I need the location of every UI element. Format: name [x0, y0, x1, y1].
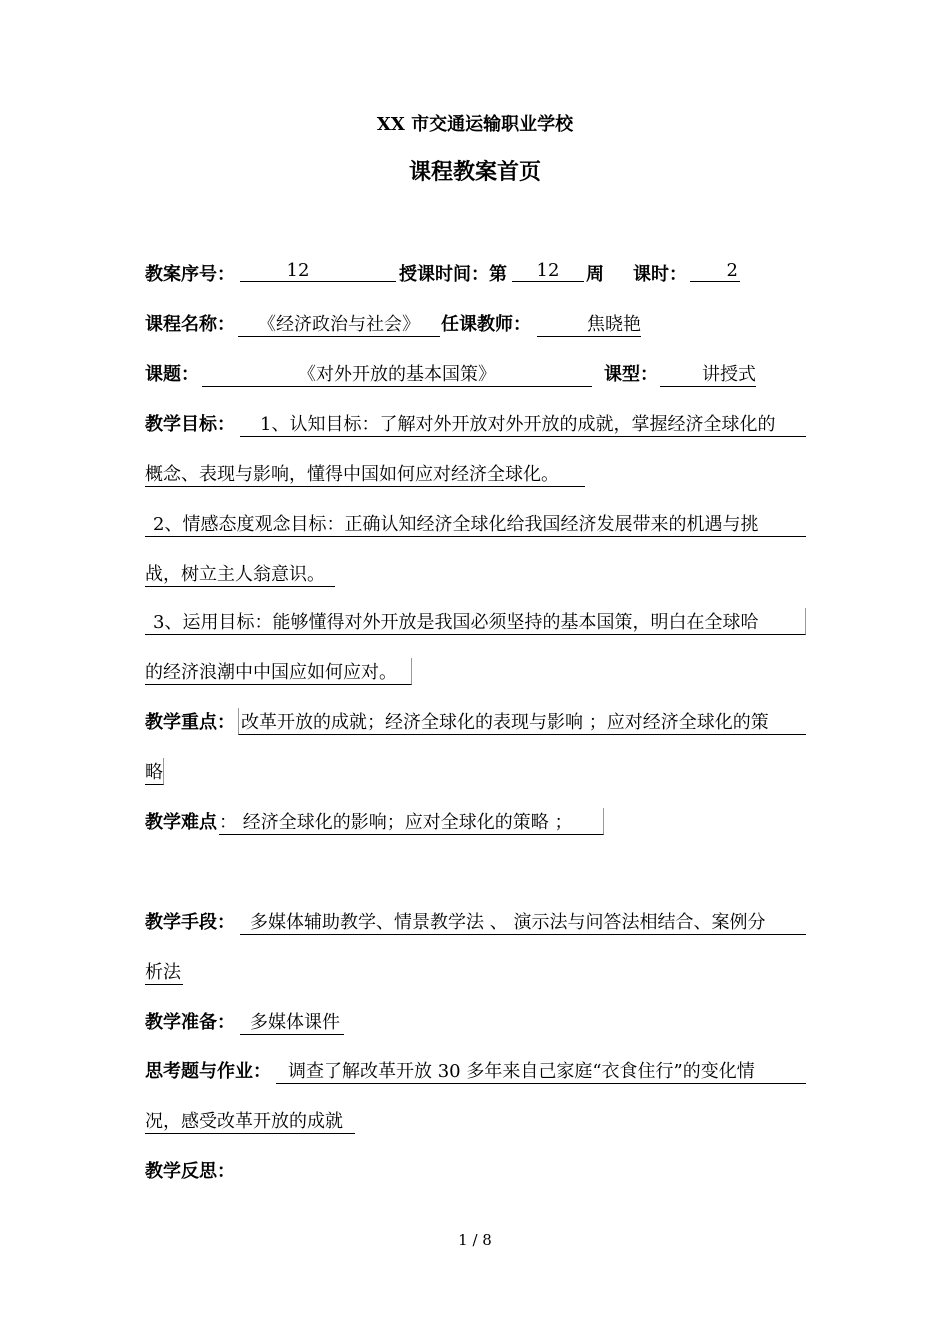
course-label: 课程名称：	[145, 314, 235, 335]
key-points-label: 教学重点：	[145, 712, 235, 733]
difficulties-value: ： 经济全球化的影响；应对全球化的策略 ；	[219, 808, 604, 835]
objectives-label: 教学目标：	[145, 414, 235, 435]
methods-line-2: 析法	[145, 958, 183, 985]
page-number: 1 / 8	[458, 1231, 492, 1249]
teacher-value: 焦晓艳	[537, 310, 641, 337]
week-value: 12	[512, 260, 584, 282]
type-value: 讲授式	[660, 360, 756, 387]
objectives-line-5: 3、运用目标：能够懂得对外开放是我国必须坚持的基本国策，明白在全球哈	[145, 608, 806, 635]
preparation-value: 多媒体课件	[240, 1008, 344, 1035]
topic-value: 《对外开放的基本国策》	[202, 360, 592, 387]
homework-label: 思考题与作业：	[145, 1061, 271, 1082]
course-value: 《经济政治与社会》	[238, 310, 440, 337]
serial-value: 12	[240, 260, 396, 282]
hours-value: 2	[690, 260, 740, 282]
topic-label: 课题：	[145, 364, 199, 385]
methods-line-1: 多媒体辅助教学、情景教学法 、 演示法与问答法相结合、案例分	[240, 908, 806, 935]
objectives-line-6: 的经济浪潮中中国应如何应对。	[145, 658, 412, 685]
hours-label: 课时：	[633, 264, 687, 285]
week-suffix: 周	[586, 264, 604, 285]
objectives-line-1: 1、认知目标：了解对外开放对外开放的成就，掌握经济全球化的	[240, 410, 806, 437]
key-points-line-2: 略	[145, 758, 164, 785]
preparation-label: 教学准备：	[145, 1012, 235, 1033]
school-name: XX 市交通运输职业学校	[376, 114, 574, 135]
type-label: 课型：	[604, 364, 658, 385]
homework-line-1: 调查了解改革开放 30 多年来自己家庭“衣食住行”的变化情	[276, 1057, 806, 1084]
objectives-line-3: 2、情感态度观念目标：正确认知经济全球化给我国经济发展带来的机遇与挑	[145, 510, 806, 537]
time-label: 授课时间：第	[399, 264, 507, 285]
reflection-label: 教学反思：	[145, 1161, 235, 1182]
serial-label: 教案序号：	[145, 264, 235, 285]
key-points-line-1: 改革开放的成就；经济全球化的表现与影响 ；应对经济全球化的策	[238, 708, 806, 735]
homework-line-2: 况，感受改革开放的成就	[145, 1107, 355, 1134]
objectives-line-4: 战，树立主人翁意识。	[145, 560, 335, 587]
page-title: 课程教案首页	[408, 159, 541, 185]
objectives-line-2: 概念、表现与影响，懂得中国如何应对经济全球化。	[145, 460, 585, 487]
teacher-label: 任课教师：	[441, 314, 531, 335]
difficulties-label: 教学难点	[145, 812, 217, 833]
methods-label: 教学手段：	[145, 912, 235, 933]
